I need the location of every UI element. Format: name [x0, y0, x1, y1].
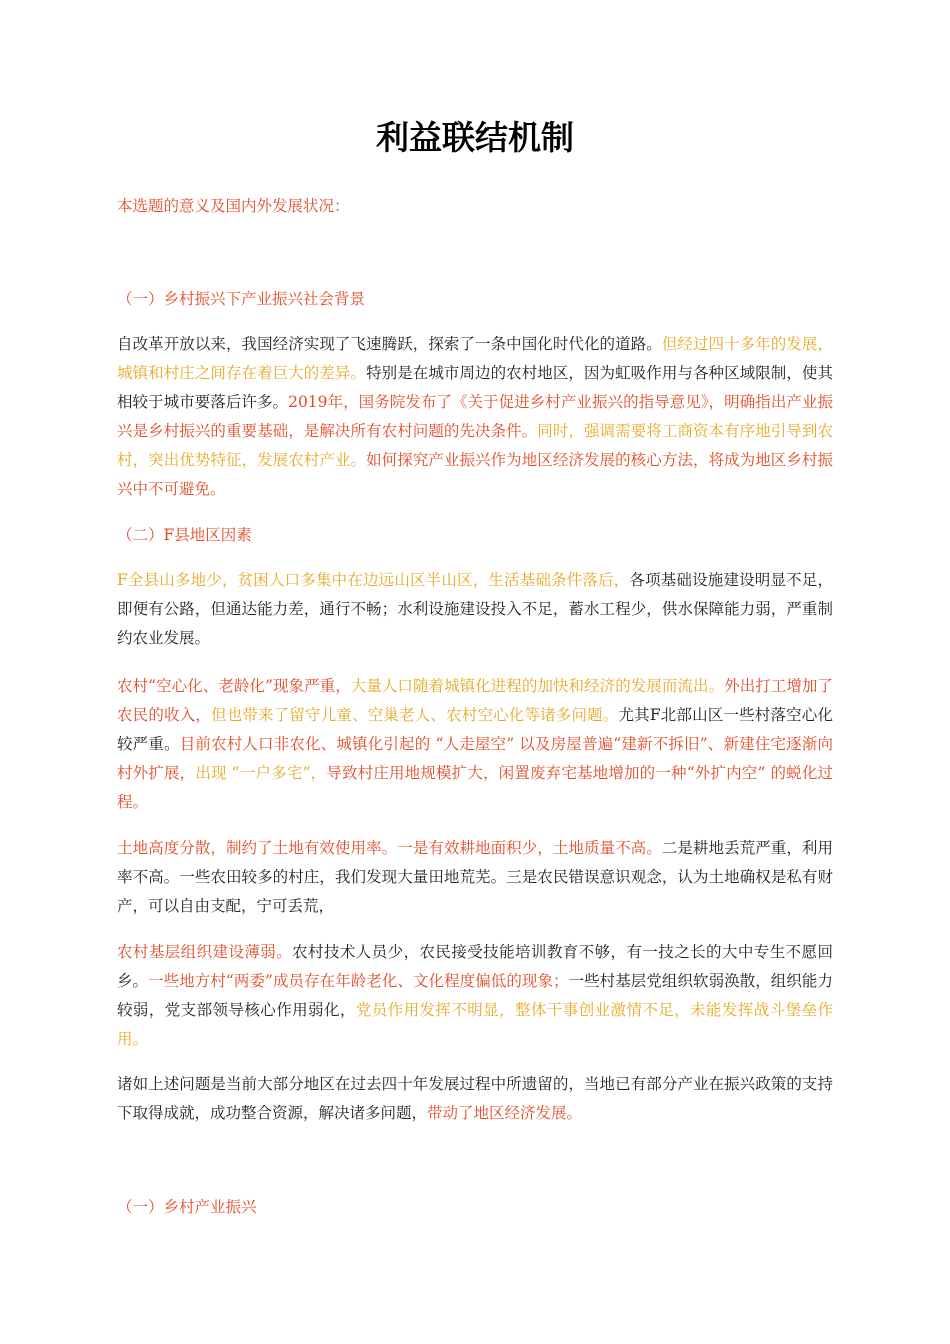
- paragraph-hollowing: [117, 672, 833, 817]
- text-run: 农村技术人员少，农民接受技能培训教育不够，有一技之长的大中专生不愿回乡。: [117, 943, 833, 990]
- highlight-yellow: 同时，强调需要将工商资本有序地引导到农村，突出优势特征，发展农村产业。: [117, 422, 833, 469]
- paragraph-organization: [117, 938, 833, 1054]
- text-run: 各项基础设施建设明显不足，即便有公路，但通达能力差，通行不畅；水利设施建设投入不足，蓄水工程少，供水保障能力弱，严重制约农业发展。: [117, 571, 833, 647]
- highlight-yellow: 但也带来了留守儿童、空巢老人、农村空心化等诸多问题。: [211, 706, 619, 724]
- highlight-red: 外出打工增加了农民的收入，: [117, 677, 833, 724]
- text-run: 特别是在城市周边的农村地区，因为虹吸作用与各种区域限制，使其相较于城市要落后许多。: [117, 364, 833, 411]
- paragraph-land: [117, 834, 833, 921]
- highlight-yellow: 大量人口随着城镇化进程的加快和经济的发展而流出。: [350, 677, 725, 695]
- intro-heading: 本选题的意义及国内外发展状况：: [117, 197, 350, 215]
- paragraph-infrastructure: [117, 566, 833, 653]
- section-heading-county: （二）F县地区因素: [117, 526, 252, 544]
- highlight-yellow: 党员作用发挥不明显，整体干事创业激情不足，未能发挥战斗堡垒作用。: [117, 1001, 833, 1048]
- highlight-red: 一些地方村“两委”成员存在年龄老化、文化程度偏低的现象；: [148, 972, 569, 990]
- highlight-yellow: 出现 “一户多宅”，: [195, 764, 327, 782]
- text-run: 尤其F北部山区一些村落空心化较严重。: [117, 706, 833, 753]
- paragraph-background: [117, 330, 833, 504]
- highlight-yellow: F全县山多地少，贫困人口多集中在边远山区半山区，生活基础条件落后，: [117, 571, 630, 589]
- highlight-red: 目前农村人口非农化、城镇化引起的 “人走屋空” 以及房屋普遍“建新不拆旧”、新建住宅逐渐向村外扩展，: [117, 735, 833, 782]
- section-heading-background: （一）乡村振兴下产业振兴社会背景: [117, 290, 366, 308]
- section-heading-industry: （一）乡村产业振兴: [117, 1198, 257, 1216]
- highlight-red: 2019年，国务院发布了《关于促进乡村产业振兴的指导意见》，明确指出产业振兴是乡村振兴的重要基础，是解决所有农村问题的先决条件。: [117, 393, 833, 440]
- highlight-red: 农村基层组织建设薄弱。: [117, 943, 293, 961]
- highlight-red: 土地高度分散，制约了土地有效使用率。一是有效耕地面积少，土地质量不高。: [117, 839, 662, 857]
- text-run: 自改革开放以来，我国经济实现了飞速腾跃，探索了一条中国化时代化的道路。: [117, 335, 662, 353]
- highlight-red: 如何探究产业振兴作为地区经济发展的核心方法，将成为地区乡村振兴中不可避免。: [117, 451, 833, 498]
- paragraph-summary: [117, 1070, 833, 1128]
- highlight-red: 带动了地区经济发展。: [427, 1104, 583, 1122]
- text-run: 诸如上述问题是当前大部分地区在过去四十年发展过程中所遗留的，当地已有部分产业在振兴政策的支持下取得成就，成功整合资源，解决诸多问题，: [117, 1075, 833, 1122]
- text-run: 二是耕地丢荒严重，利用率不高。一些农田较多的村庄，我们发现大量田地荒芜。三是农民错误意识观念，认为土地确权是私有财产，可以自由支配，宁可丢荒，: [117, 839, 833, 915]
- highlight-red: 农村“空心化、老龄化”现象严重，: [117, 677, 351, 695]
- highlight-red: 导致村庄用地规模扩大，闲置废弃宅基地增加的一种“外扩内空” 的蜕化过程。: [117, 764, 833, 811]
- page-title: 利益联结机制: [376, 118, 574, 157]
- text-run: 一些村基层党组织软弱涣散，组织能力较弱，党支部领导核心作用弱化，: [117, 972, 833, 1019]
- highlight-yellow: 但经过四十多年的发展，城镇和村庄之间存在着巨大的差异。: [117, 335, 833, 382]
